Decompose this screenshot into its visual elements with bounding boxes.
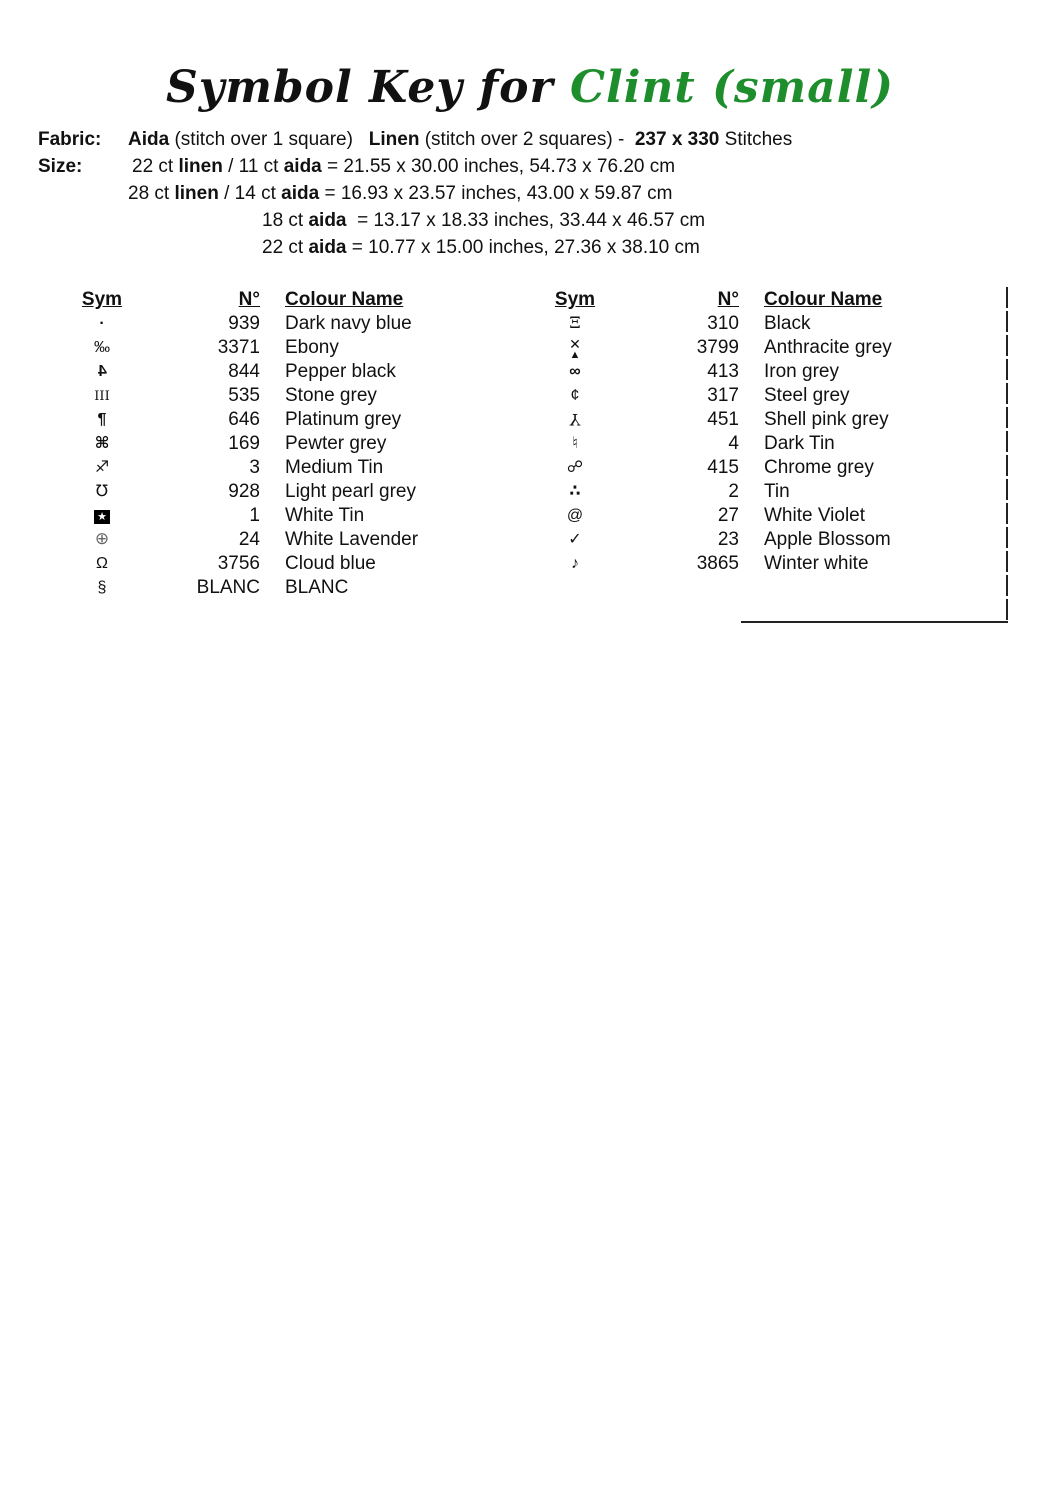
thread-number-cell: 1 <box>249 505 260 526</box>
stitch-symbol-icon: ¢ <box>570 387 580 404</box>
key-row <box>62 432 492 456</box>
text-segment: Linen <box>368 129 420 150</box>
colour-name-cell: Tin <box>764 481 790 502</box>
thread-number-cell: 169 <box>228 433 260 454</box>
stitch-symbol-icon: § <box>97 579 107 596</box>
text-segment: Aida <box>128 129 170 150</box>
key-row <box>535 552 1005 576</box>
text-segment: aida <box>281 183 320 204</box>
thread-number-cell: 413 <box>707 361 739 382</box>
size-line-2 <box>38 180 792 207</box>
colour-name-cell: Iron grey <box>764 361 839 382</box>
stitch-symbol-icon: Y <box>569 410 581 429</box>
symbol-cell <box>62 552 142 576</box>
header-colour-name: Colour Name <box>285 289 404 310</box>
text-segment: / 11 ct <box>222 156 284 177</box>
colour-name-cell: Platinum grey <box>285 409 402 430</box>
stitch-symbol-icon: ☍ <box>566 459 584 476</box>
symbol-cell <box>62 360 142 384</box>
thread-number-cell: 928 <box>228 481 260 502</box>
colour-name-cell: Shell pink grey <box>764 409 889 430</box>
text-segment: = 13.17 x 18.33 inches, 33.44 x 46.57 cm <box>346 210 706 231</box>
header-colour-name: Colour Name <box>764 289 883 310</box>
header-sym: Sym <box>554 289 596 310</box>
stitch-symbol-icon: ♮ <box>572 435 578 452</box>
text-segment: / 14 ct <box>218 183 282 204</box>
colour-name-cell: BLANC <box>285 577 349 598</box>
size-text-2 <box>128 183 673 204</box>
symbol-cell <box>62 576 142 600</box>
key-row <box>535 480 1005 504</box>
key-rows-right <box>535 312 1005 576</box>
symbol-cell <box>62 336 142 360</box>
key-row <box>535 528 1005 552</box>
symbol-cell <box>535 552 615 576</box>
key-row <box>62 480 492 504</box>
stitch-symbol-icon: ¶ <box>97 411 107 428</box>
text-segment: aida <box>308 237 347 258</box>
stitch-symbol-icon: @ <box>566 507 584 524</box>
key-row <box>62 528 492 552</box>
stitch-symbol-overlay-icon: ▲ <box>569 349 581 361</box>
size-text-1 <box>128 156 675 177</box>
colour-name-cell: Chrome grey <box>764 457 874 478</box>
key-row <box>535 360 1005 384</box>
key-row <box>62 576 492 600</box>
symbol-cell <box>535 408 615 432</box>
stitch-symbol-icon: ℧ <box>95 483 109 500</box>
colour-name-cell: Cloud blue <box>285 553 376 574</box>
size-line-3 <box>38 207 792 234</box>
colour-name-cell: White Tin <box>285 505 365 526</box>
text-segment: 237 x 330 <box>634 129 720 150</box>
header-sym: Sym <box>81 289 123 310</box>
key-row <box>62 312 492 336</box>
text-segment: = 16.93 x 23.57 inches, 43.00 x 59.87 cm <box>319 183 673 204</box>
thread-number-cell: 844 <box>228 361 260 382</box>
colour-name-cell: Anthracite grey <box>764 337 892 358</box>
title-pattern-name: Clint (small) <box>569 62 894 113</box>
colour-name-cell: Ebony <box>285 337 339 358</box>
stitch-symbol-icon: ‰ <box>94 339 110 356</box>
key-row <box>535 312 1005 336</box>
colour-name-cell: Dark navy blue <box>285 313 412 334</box>
fabric-text <box>128 129 792 150</box>
fabric-line <box>38 126 792 153</box>
thread-number-cell: 3756 <box>217 553 260 574</box>
symbol-cell <box>62 456 142 480</box>
stitch-symbol-icon: Ω <box>96 555 108 572</box>
stitch-symbol-icon: ∴ <box>569 483 581 500</box>
text-segment: 22 ct <box>262 237 309 258</box>
colour-name-cell: White Lavender <box>285 529 419 550</box>
symbol-cell <box>535 528 615 552</box>
key-row <box>535 432 1005 456</box>
thread-number-cell: 24 <box>238 529 260 550</box>
thread-number-cell: 3865 <box>696 553 739 574</box>
symbol-cell <box>62 432 142 456</box>
symbol-cell <box>535 360 615 384</box>
key-row <box>535 456 1005 480</box>
stitch-symbol-icon: ♐ <box>94 459 110 476</box>
stitch-symbol-icon: 4 <box>97 363 107 380</box>
text-segment: (stitch over 1 square) <box>169 129 369 150</box>
colour-name-cell: Stone grey <box>285 385 377 406</box>
stitch-symbol-icon: ⊕ <box>94 529 110 548</box>
colour-name-cell: Winter white <box>764 553 869 574</box>
symbol-cell <box>62 504 142 528</box>
thread-number-cell: 535 <box>228 385 260 406</box>
size-text-4 <box>128 237 700 258</box>
key-row <box>535 336 1005 360</box>
symbol-cell <box>62 408 142 432</box>
symbol-cell <box>535 384 615 408</box>
symbol-cell <box>535 480 615 504</box>
key-header-row <box>62 288 492 312</box>
header-number: N° <box>717 289 739 310</box>
colour-name-cell: Pepper black <box>285 361 396 382</box>
key-header-row <box>535 288 1005 312</box>
page-title <box>0 62 1060 113</box>
colour-name-cell: Apple Blossom <box>764 529 891 550</box>
thread-number-cell: 3371 <box>217 337 260 358</box>
text-segment: (stitch over 2 squares) - <box>419 129 635 150</box>
stitch-symbol-icon: ✓ <box>568 531 582 548</box>
stitch-symbol-icon: · <box>99 315 105 332</box>
symbol-cell <box>62 384 142 408</box>
text-segment: 28 ct <box>128 183 175 204</box>
colour-name-cell: Pewter grey <box>285 433 387 454</box>
symbol-cell <box>62 528 142 552</box>
key-row <box>62 456 492 480</box>
thread-number-cell: 310 <box>707 313 739 334</box>
key-row <box>535 384 1005 408</box>
size-line-4 <box>38 234 792 261</box>
text-segment: 22 ct <box>132 156 179 177</box>
colour-name-cell: Black <box>764 313 811 334</box>
key-row <box>62 360 492 384</box>
thread-number-cell: 646 <box>228 409 260 430</box>
symbol-cell <box>62 312 142 336</box>
symbol-key-table-left <box>62 288 492 600</box>
thread-number-cell: 23 <box>717 529 739 550</box>
key-row <box>62 552 492 576</box>
text-segment: linen <box>178 156 223 177</box>
header-number: N° <box>238 289 260 310</box>
symbol-cell <box>535 456 615 480</box>
stitch-symbol-icon: Ξ <box>569 313 581 332</box>
text-segment: Stitches <box>719 129 793 150</box>
title-text: Symbol Key for <box>166 62 570 113</box>
thread-number-cell: 939 <box>228 313 260 334</box>
fabric-label: Fabric: <box>38 129 102 150</box>
key-row <box>535 504 1005 528</box>
key-row <box>62 384 492 408</box>
key-rows-left <box>62 312 492 600</box>
colour-name-cell: Steel grey <box>764 385 850 406</box>
size-line-1 <box>38 153 792 180</box>
thread-number-cell: 317 <box>707 385 739 406</box>
symbol-cell <box>62 480 142 504</box>
stitch-symbol-icon: ✕ <box>569 336 581 352</box>
colour-name-cell: Light pearl grey <box>285 481 416 502</box>
symbol-cell <box>535 312 615 336</box>
thread-number-cell: 4 <box>728 433 739 454</box>
key-table-bottom-border <box>741 621 1008 623</box>
symbol-cell <box>535 432 615 456</box>
symbol-cell <box>535 504 615 528</box>
stitch-symbol-icon: ⌘ <box>94 435 110 452</box>
size-label: Size: <box>38 156 83 177</box>
colour-name-cell: White Violet <box>764 505 866 526</box>
text-segment: linen <box>174 183 219 204</box>
size-text-3 <box>128 210 705 231</box>
colour-name-cell: Medium Tin <box>285 457 384 478</box>
stitch-symbol-icon: ∞ <box>569 363 581 380</box>
key-row <box>535 408 1005 432</box>
symbol-cell <box>535 336 615 360</box>
text-segment: aida <box>283 156 322 177</box>
thread-number-cell: 451 <box>707 409 739 430</box>
stitch-symbol-icon: III <box>94 389 110 404</box>
fabric-size-block <box>38 126 792 261</box>
key-table-right-border <box>1006 287 1008 623</box>
key-row <box>62 504 492 528</box>
thread-number-cell: 3 <box>249 457 260 478</box>
key-row <box>62 408 492 432</box>
thread-number-cell: 3799 <box>696 337 739 358</box>
thread-number-cell: BLANC <box>196 577 260 598</box>
thread-number-cell: 27 <box>717 505 739 526</box>
stitch-symbol-icon: ♪ <box>571 555 579 572</box>
colour-name-cell: Dark Tin <box>764 433 835 454</box>
key-row <box>62 336 492 360</box>
text-segment: = 21.55 x 30.00 inches, 54.73 x 76.20 cm <box>321 156 676 177</box>
stitch-symbol-icon: ★ <box>94 510 110 524</box>
text-segment: = 10.77 x 15.00 inches, 27.36 x 38.10 cm <box>346 237 700 258</box>
text-segment: aida <box>308 210 347 231</box>
thread-number-cell: 415 <box>707 457 739 478</box>
thread-number-cell: 2 <box>728 481 739 502</box>
symbol-key-table-right <box>535 288 1005 576</box>
text-segment: 18 ct <box>262 210 309 231</box>
